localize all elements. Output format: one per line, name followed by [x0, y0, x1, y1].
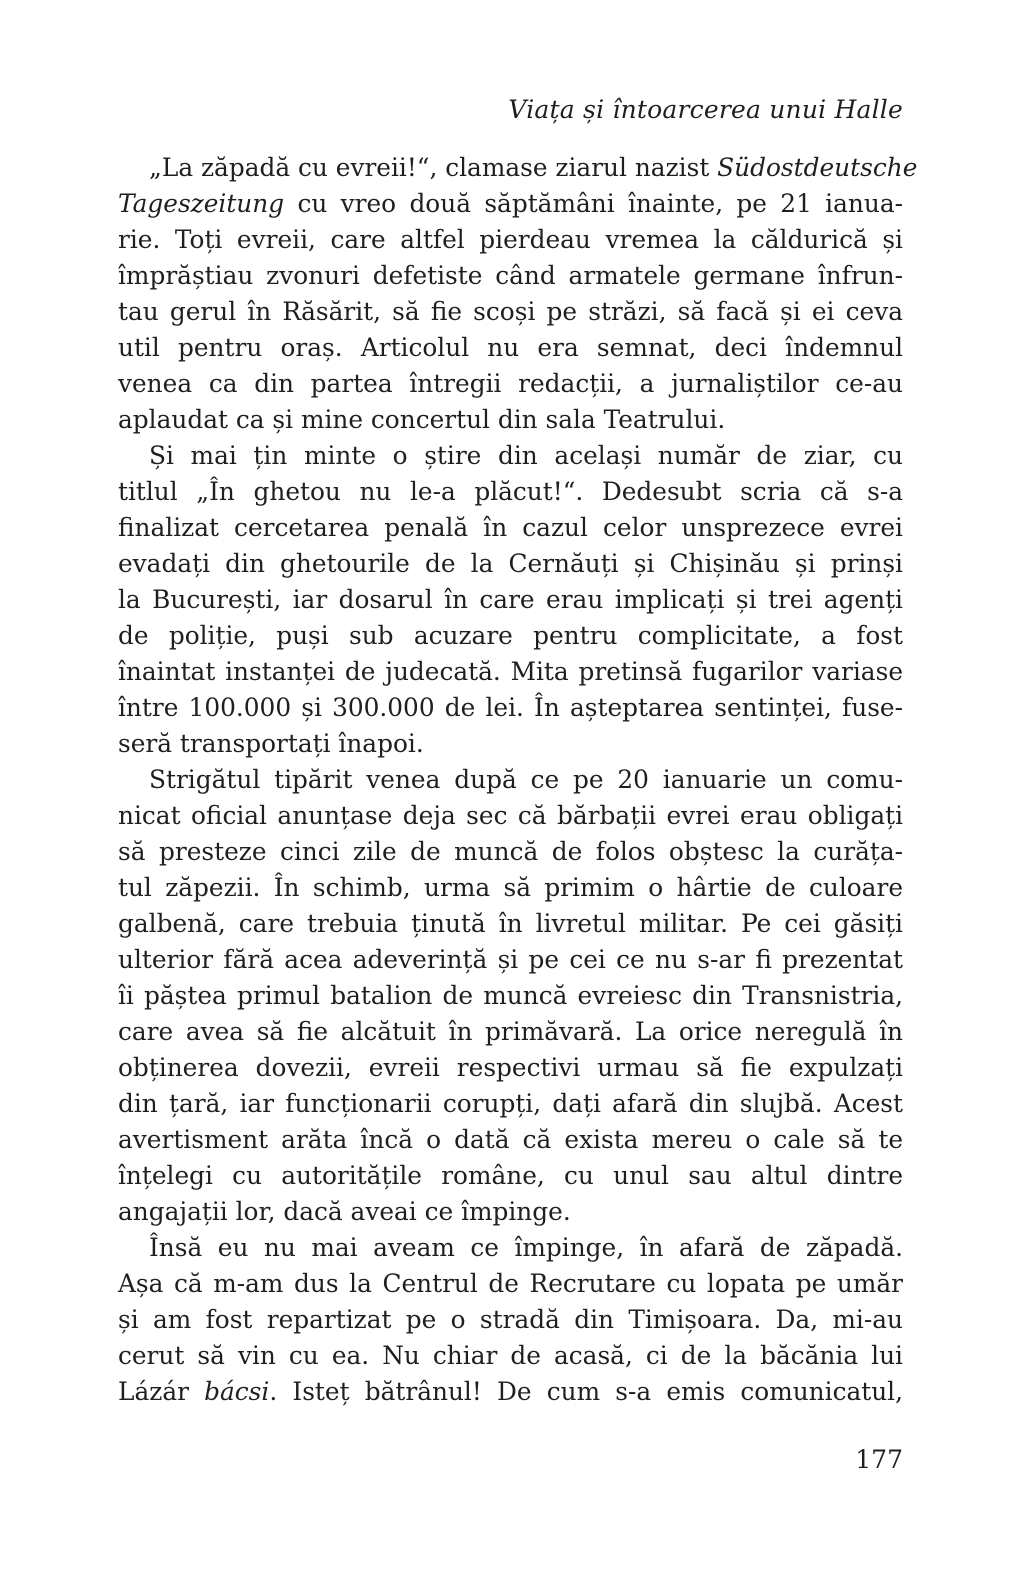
paragraph-1 — [118, 150, 918, 438]
text-line: din țară, iar funcționarii corupți, dați afară din slujbă. Acest — [118, 1089, 903, 1118]
text-line: cerut să vin cu ea. Nu chiar de acasă, ci de la băcănia lui — [118, 1341, 903, 1370]
text-line: rie. Toți evreii, care altfel pierdeau vremea la căldurică și — [118, 225, 903, 254]
text-line: Lázár bácsi. Isteț bătrânul! De cum s-a emis comunicatul, — [118, 1377, 903, 1406]
running-head: Viața și întoarcerea unui Halle — [508, 95, 903, 124]
paragraph-3 — [118, 762, 903, 1230]
text-line: Și mai țin minte o știre din același număr de ziar, cu — [149, 441, 903, 470]
text-line: titlul „În ghetou nu le-a plăcut!“. Dedesubt scria că s-a — [118, 477, 903, 506]
paragraph-4 — [118, 1230, 903, 1410]
text-line: seră transportați înapoi. — [118, 729, 424, 758]
text-line: împrăștiau zvonuri defetiste când armatele germane înfrun- — [118, 261, 903, 290]
newspaper-title: Tageszeitung — [118, 189, 285, 218]
text-line: Însă eu nu mai aveam ce împinge, în afară de zăpadă. — [149, 1233, 903, 1262]
text-line: la București, iar dosarul în care erau implicați și trei agenți — [118, 585, 903, 614]
body-text — [118, 150, 918, 1410]
text-line: evadați din ghetourile de la Cernăuți și Chișinău și prinși — [118, 549, 903, 578]
text-line: galbenă, care trebuia ținută în livretul militar. Pe cei găsiți — [118, 909, 903, 938]
text-line: îi păștea primul batalion de muncă evreiesc din Transnistria, — [118, 981, 903, 1010]
emphasis-word: bácsi — [204, 1377, 270, 1406]
text-line: angajații lor, dacă aveai ce împinge. — [118, 1197, 571, 1226]
text-line: să presteze cinci zile de muncă de folos obștesc la curăța- — [118, 837, 903, 866]
text-line: finalizat cercetarea penală în cazul celor unsprezece evrei — [118, 513, 903, 542]
text-line: Tageszeitung cu vreo două săptămâni înainte, pe 21 ianua- — [118, 189, 903, 218]
newspaper-title: Südostdeutsche — [717, 153, 918, 182]
text-line: aplaudat ca și mine concertul din sala Teatrului. — [118, 405, 726, 434]
text-line: tul zăpezii. În schimb, urma să primim o hârtie de culoare — [118, 873, 903, 902]
text-line: înaintat instanței de judecată. Mita pretinsă fugarilor variase — [118, 657, 903, 686]
text-line: obținerea dovezii, evreii respectivi urmau să fie expulzați — [118, 1053, 903, 1082]
page-number: 177 — [855, 1445, 903, 1474]
text-line: ulterior fără acea adeverință și pe cei ce nu s-ar fi prezentat — [118, 945, 903, 974]
text-line: între 100.000 și 300.000 de lei. În așteptarea sentinței, fuse- — [118, 693, 903, 722]
text-line: Strigătul tipărit venea după ce pe 20 ianuarie un comu- — [149, 765, 903, 794]
text-line: de poliție, puși sub acuzare pentru complicitate, a fost — [118, 621, 903, 650]
text-line: înțelegi cu autoritățile române, cu unul sau altul dintre — [118, 1161, 903, 1190]
text-line: venea ca din partea întregii redacții, a jurnaliștilor ce-au — [118, 369, 903, 398]
text-line: nicat oficial anunțase deja sec că bărbații evrei erau obligați — [118, 801, 903, 830]
text-line: care avea să fie alcătuit în primăvară. La orice neregulă în — [118, 1017, 903, 1046]
text-line: tau gerul în Răsărit, să fie scoși pe străzi, să facă și ei ceva — [118, 297, 903, 326]
text-line: și am fost repartizat pe o stradă din Timișoara. Da, mi-au — [118, 1305, 903, 1334]
text-line: „La zăpadă cu evreii!“, clamase ziarul nazist Südostdeutsche — [149, 153, 918, 182]
paragraph-2 — [118, 438, 903, 762]
text-line: avertisment arăta încă o dată că exista mereu o cale să te — [118, 1125, 903, 1154]
text-line: Așa că m-am dus la Centrul de Recrutare cu lopata pe umăr — [118, 1269, 903, 1298]
text-line: util pentru oraș. Articolul nu era semnat, deci îndemnul — [118, 333, 903, 362]
